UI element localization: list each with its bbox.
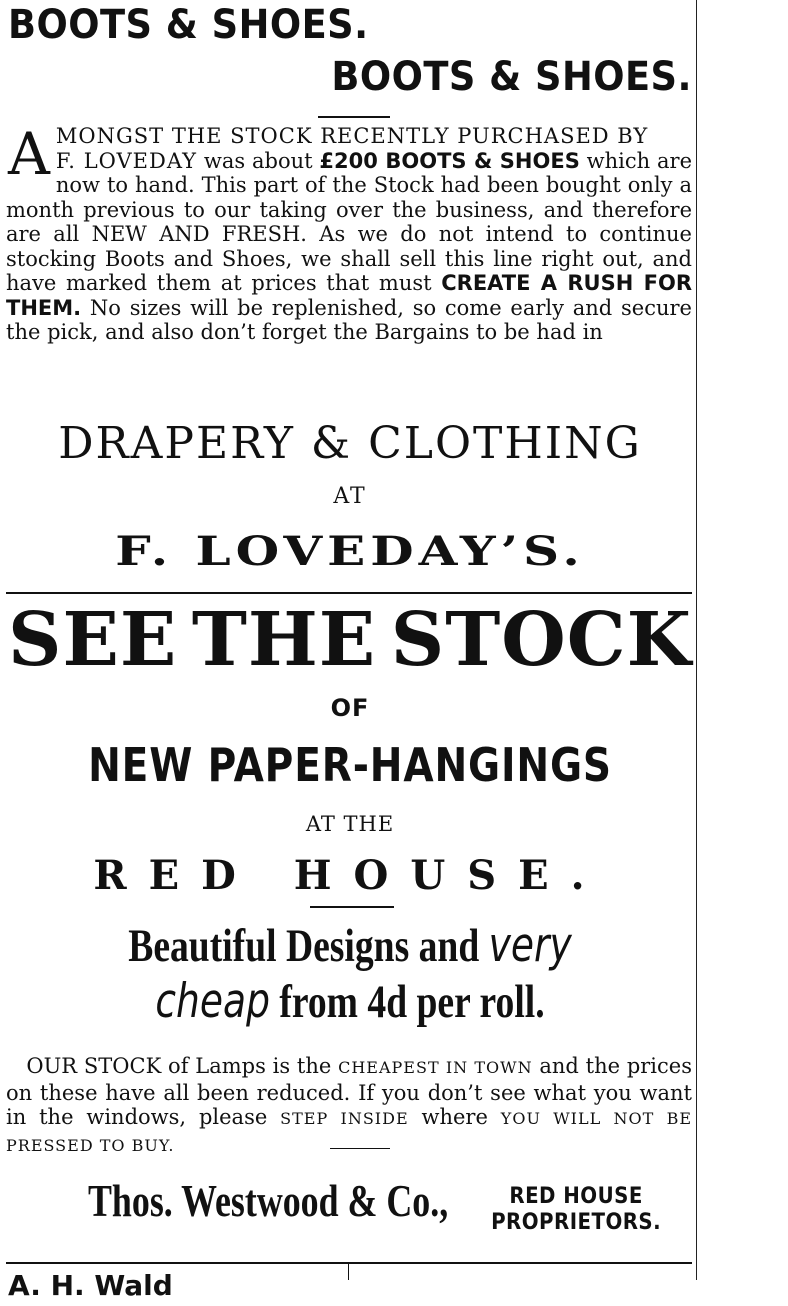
loveday-heading: F. LOVEDAY’S. xyxy=(115,528,585,575)
bottom-column-divider xyxy=(348,1262,349,1280)
heading-boots-shoes-left: BOOTS & SHOES. xyxy=(8,2,369,48)
amount-text: £200 BOOTS & SHOES xyxy=(319,148,580,173)
designs-headline: Beautiful Designs and very cheap from 4d per roll. xyxy=(128,918,572,1029)
section-divider xyxy=(6,592,692,594)
bottom-divider xyxy=(6,1262,692,1264)
drapery-heading: DRAPERY & CLOTHING xyxy=(58,418,642,469)
of-text: OF xyxy=(330,694,370,722)
short-divider-3 xyxy=(330,1148,390,1149)
short-divider-2 xyxy=(310,906,394,908)
at-the-text: AT THE xyxy=(305,812,395,836)
short-divider xyxy=(318,116,390,118)
lamps-paragraph: OUR STOCK of Lamps is the CHEAPEST IN TOWN and the prices on these have all been reduced. If you don’t see what you want in the windows, please STEP INSIDE where YOU WILL NOT BE PRESSED TO BUY. xyxy=(6,1054,693,1155)
red-house-heading: RED HOUSE. xyxy=(93,852,607,899)
rush-text: CREATE A RUSH FOR THEM. xyxy=(6,271,692,320)
loveday-name: F. LOVEDAY xyxy=(55,148,198,173)
at-text: AT xyxy=(333,484,367,509)
signature: Thos. Westwood & Co., xyxy=(88,1175,449,1226)
see-the-stock-heading: SEE THE STOCK xyxy=(8,597,692,683)
proprietors-label: RED HOUSE PROPRIETORS. xyxy=(491,1184,662,1235)
column-rule xyxy=(696,0,697,1280)
next-advert-fragment: A. H. Wald xyxy=(8,1269,173,1302)
heading-boots-shoes-right: BOOTS & SHOES. xyxy=(331,54,692,100)
boots-paragraph: AMONGST THE STOCK RECENTLY PURCHASED BY F. LOVEDAY was about £200 BOOTS & SHOES which are now to hand. This part of the Stock had been bought only a month previous to our taking over the business, and therefore are all NEW AND FRESH. As we do not intend to continue stocking Boots and Shoes, we shall sell this line right out, and have marked them at prices that must CREATE A RUSH FOR THEM. No sizes will be replenished, so come early and secure the pick, and also don’t forget the Bargains to be had in xyxy=(6,120,693,344)
paper-hangings-heading: NEW PAPER-HANGINGS xyxy=(88,738,612,792)
drop-cap: A xyxy=(8,120,50,188)
